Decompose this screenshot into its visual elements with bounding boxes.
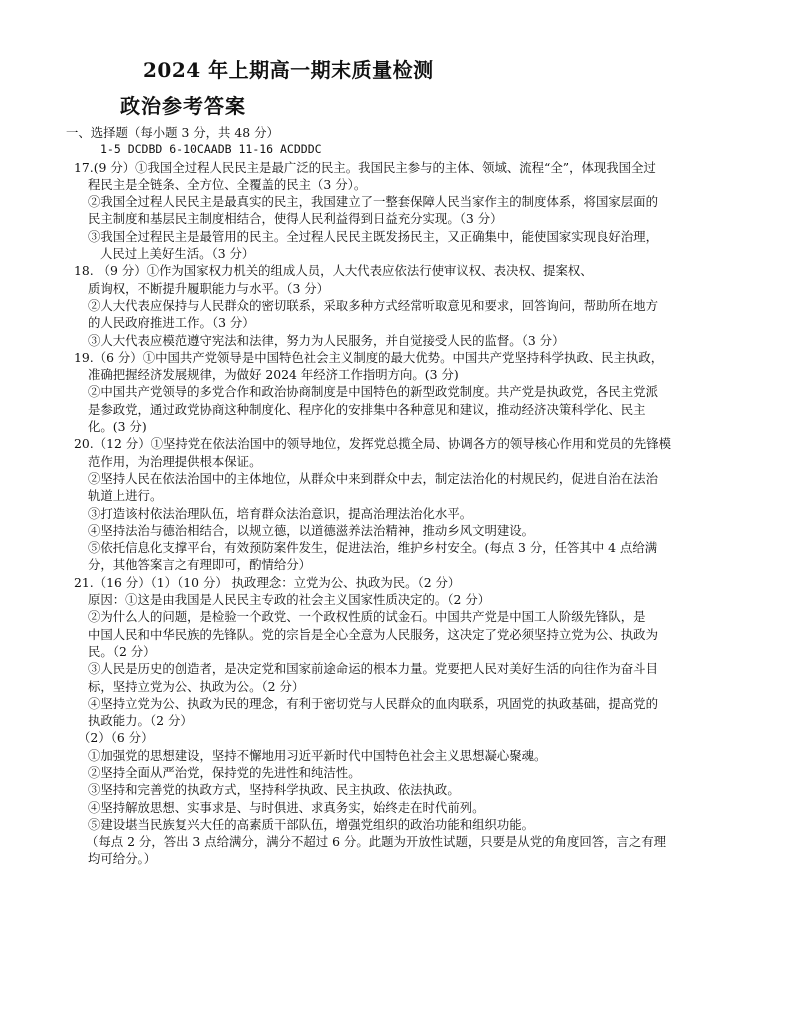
answer-line: 原因：①这是由我国是人民民主专政的社会主义国家性质决定的。（2 分）: [88, 592, 491, 608]
answer-line: ②我国全过程人民民主是最真实的民主，我国建立了一整套保障人民当家作主的制度体系，将国家层面的: [88, 194, 658, 210]
answer-line: 标，坚持立党为公、执政为公。（2 分）: [88, 678, 305, 694]
answer-line: ③我国全过程民主是最管用的民主。全过程人民民主既发扬民主，又正确集中，能使国家实现良好治理，: [88, 228, 658, 244]
answer-line: ②坚持人民在依法治国中的主体地位，从群众中来到群众中去，制定法治化的村规民约，促进自治在法治: [88, 470, 658, 486]
answer-line: 民。（2 分）: [88, 643, 156, 659]
answer-line: ④坚持解放思想、实事求是、与时俱进、求真务实，始终走在时代前列。: [88, 799, 485, 815]
answer-line: ②坚持全面从严治党，保持党的先进性和纯洁性。: [88, 764, 361, 780]
answer-line: ②为什么人的问题，是检验一个政党、一个政权性质的试金石。中国共产党是中国工人阶级先锋队，是: [88, 609, 646, 625]
answer-line: ⑤建设堪当民族复兴大任的高素质干部队伍，增强党组织的政治功能和组织功能。: [88, 816, 535, 832]
answer-line: 18. （9 分）①作为国家权力机关的组成人员，人大代表应依法行使审议权、表决权、提案权、: [74, 263, 593, 279]
answer-line: 均可给分。）: [88, 851, 157, 867]
answer-line: ③打造该村依法治理队伍，培育群众法治意识，提高治理法治化水平。: [88, 505, 473, 521]
answer-line: 20.（12 分）①坚持党在依法治国中的领导地位，发挥党总揽全局、协调各方的领导核心作用和党员的先锋模: [74, 436, 671, 452]
answer-line: ④坚持立党为公、执政为民的理念，有利于密切党与人民群众的血肉联系，巩固党的执政基础，提高党的: [88, 695, 658, 711]
answer-line: （每点 2 分，答出 3 点给满分，满分不超过 6 分。此题为开放性试题，只要是从党的角度回答，言之有理: [86, 834, 667, 850]
answer-line: 的人民政府推进工作。（3 分）: [88, 315, 255, 331]
answer-line: 范作用，为治理提供根本保证。: [88, 453, 262, 469]
answer-line: ④坚持法治与德治相结合，以规立德，以道德滋养法治精神，推动乡风文明建设。: [88, 522, 535, 538]
answer-line: ③人大代表应模范遵守宪法和法律，努力为人民服务，并自觉接受人民的监督。（3 分）: [88, 332, 565, 348]
answer-body: [66, 124, 724, 868]
answer-line: ①加强党的思想建设，坚持不懈地用习近平新时代中国特色社会主义思想凝心聚魂。: [88, 747, 547, 763]
answer-line: （2）（6 分）: [78, 730, 154, 746]
answer-line: 质询权，不断提升履职能力与水平。（3 分）: [88, 280, 330, 296]
answer-line: 化。(3 分): [88, 419, 147, 435]
page-subtitle: 政治参考答案: [120, 94, 246, 118]
answer-line: 17.(9 分）①我国全过程人民民主是最广泛的民主。我国民主参与的主体、领域、流程“全”，体现我国全过: [74, 159, 656, 175]
answer-line: 执政能力。（2 分）: [88, 713, 193, 729]
answer-line: 民主制度和基层民主制度相结合，使得人民利益得到日益充分实现。（3 分）: [88, 211, 503, 227]
answer-line: ②中国共产党领导的多党合作和政治协商制度是中国特色的新型政党制度。共产党是执政党，各民主党派: [88, 384, 658, 400]
answer-line: 21.（16 分）（1）（10 分） 执政理念：立党为公、执政为民。（2 分）: [74, 574, 461, 590]
page-title: 2024 年上期高一期末质量检测: [143, 58, 434, 82]
answer-line: 轨道上进行。: [88, 488, 163, 504]
answer-line: 是参政党，通过政党协商这种制度化、程序化的安排集中各种意见和建议，推动经济决策科学化、民主: [88, 401, 646, 417]
answer-line: ③人民是历史的创造者，是决定党和国家前途命运的根本力量。党要把人民对美好生活的向往作为奋斗目: [88, 661, 658, 677]
answer-line: 19.（6 分）①中国共产党领导是中国特色社会主义制度的最大优势。中国共产党坚持科学执政、民主执政，: [74, 349, 664, 365]
answer-line: 中国人民和中华民族的先锋队。党的宗旨是全心全意为人民服务，这决定了党必须坚持立党为公、执政为: [88, 626, 658, 642]
answer-line: ②人大代表应保持与人民群众的密切联系，采取多种方式经常听取意见和要求，回答询问，帮助所在地方: [88, 297, 658, 313]
answer-line: ③坚持和完善党的执政方式，坚持科学执政、民主执政、依法执政。: [88, 782, 460, 798]
answer-line: ⑤依托信息化支撑平台，有效预防案件发生，促进法治，维护乡村安全。(每点 3 分，任答其中 4 点给满: [88, 540, 658, 556]
answer-line: 分，其他答案言之有理即可，酌情给分）: [88, 557, 312, 573]
answer-line: 准确把握经济发展规律，为做好 2024 年经济工作指明方向。(3 分): [88, 367, 459, 383]
choice-answers: 1-5 DCDBD 6-10CAADB 11-16 ACDDDC: [100, 142, 322, 157]
section-heading: 一、选择题（每小题 3 分，共 48 分）: [66, 125, 279, 140]
answer-line: 程民主是全链条、全方位、全覆盖的民主（3 分）。: [88, 176, 367, 192]
answer-line: 人民过上美好生活。（3 分）: [100, 246, 255, 262]
